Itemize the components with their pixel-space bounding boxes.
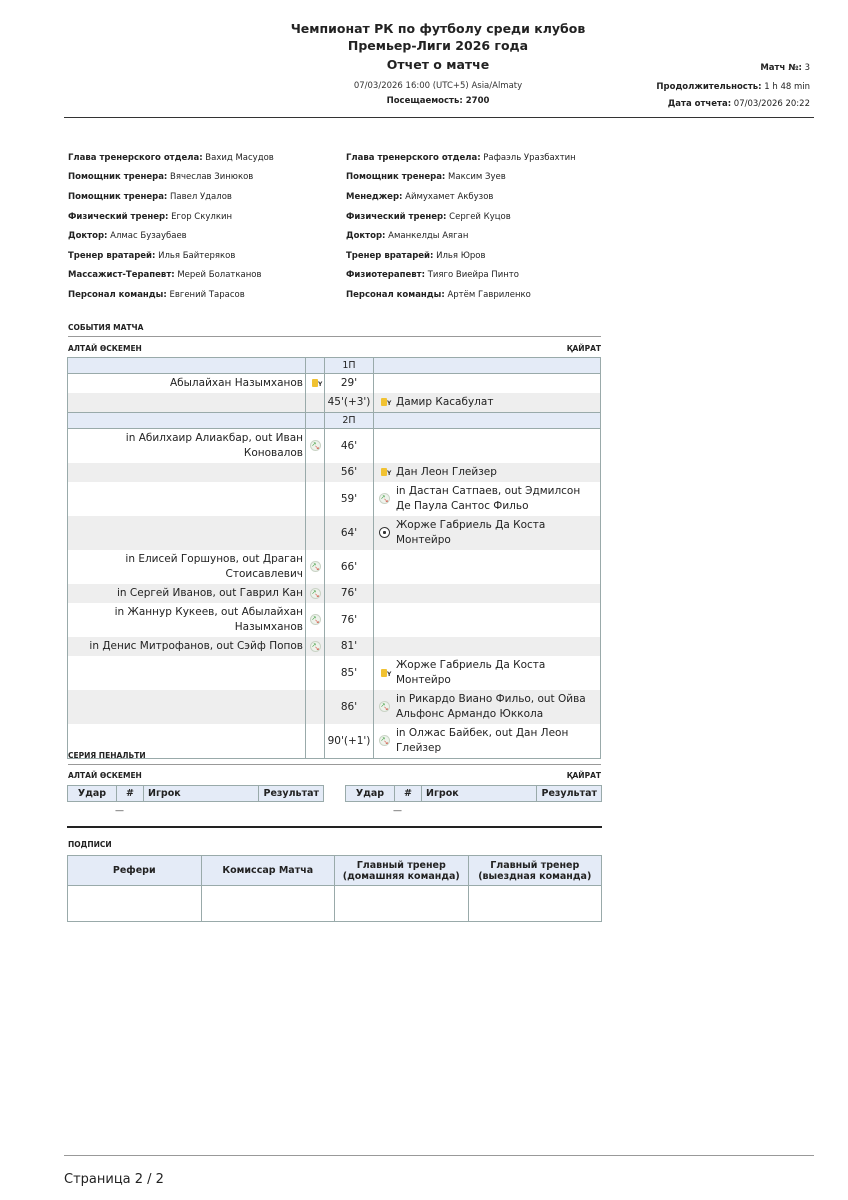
period-away-icon-cell: [374, 413, 395, 429]
event-away-text: Жорже Габриель Да Коста Монтейро: [394, 656, 601, 690]
event-away-text: [394, 550, 601, 584]
event-away-text: [394, 584, 601, 603]
duration-value: 1 h 48 min: [764, 82, 810, 92]
report-subtitle: Отчет о матче: [386, 57, 490, 72]
event-minute: 46': [325, 429, 374, 464]
staff-away-6: [346, 270, 519, 280]
staff-name: Павел Удалов: [170, 192, 232, 202]
event-row: [68, 724, 601, 759]
duration-label: Продолжительность:: [656, 82, 762, 92]
staff-away-4: [346, 231, 468, 241]
sig-referee-box: [68, 886, 202, 922]
staff-name: Вахид Масудов: [205, 153, 274, 163]
events-section-title: СОБЫТИЯ МАТЧА: [68, 323, 144, 332]
staff-role: Физиотерапевт:: [346, 270, 425, 280]
event-home-text: in Елисей Горшунов, out Драган Стоисавлевич: [68, 550, 306, 584]
event-row: [68, 463, 601, 482]
staff-home-5: [68, 251, 235, 261]
event-minute: 66': [325, 550, 374, 584]
event-row: [68, 516, 601, 550]
event-row: [68, 482, 601, 516]
event-row: [68, 584, 601, 603]
substitution-icon: ↗ ↘: [380, 494, 389, 504]
events-away-team: ҚАЙРАТ: [566, 344, 601, 353]
event-home-icon-cell: [306, 584, 325, 603]
staff-name: Егор Скулкин: [171, 212, 233, 222]
staff-role: Помощник тренера:: [68, 172, 168, 182]
event-away-text: [394, 374, 601, 394]
staff-role: Физический тренер:: [68, 212, 169, 222]
sig-commissioner-box: [201, 886, 335, 922]
event-home-icon-cell: [306, 482, 325, 516]
event-away-text: Жорже Габриель Да Коста Монтейро: [394, 516, 601, 550]
substitution-icon: ↗ ↘: [311, 441, 320, 451]
event-home-icon-cell: [306, 603, 325, 637]
staff-name: Евгений Тарасов: [169, 290, 245, 300]
event-away-text: [394, 637, 601, 656]
event-home-icon-cell: [306, 724, 325, 759]
report-date-label: Дата отчета:: [667, 99, 732, 109]
col-kick: Удар: [346, 786, 395, 802]
staff-name: Рафаэль Уразбахтин: [483, 153, 576, 163]
substitution-icon: ↗ ↘: [311, 641, 320, 652]
staff-role: Физический тренер:: [346, 212, 447, 222]
event-home-icon-cell: [306, 637, 325, 656]
sig-away-coach-line1: Главный тренер: [490, 859, 580, 871]
period-away-cell: [394, 413, 601, 429]
staff-home-4: [68, 231, 187, 241]
event-minute: 29': [325, 374, 374, 394]
staff-away-1: [346, 172, 506, 182]
event-away-text: [394, 603, 601, 637]
penalty-divider: [68, 764, 601, 765]
staff-away-3: [346, 212, 511, 222]
staff-home-1: [68, 172, 253, 182]
event-row: [68, 429, 601, 464]
event-home-text: [68, 656, 306, 690]
yellow-card-icon: Y: [312, 379, 318, 387]
event-minute: 59': [325, 482, 374, 516]
staff-role: Тренер вратарей:: [346, 251, 434, 261]
staff-role: Менеджер:: [346, 192, 403, 202]
event-home-text: [68, 516, 306, 550]
sig-away-coach-header: [468, 856, 602, 886]
page-number: Страница 2 / 2: [64, 1172, 164, 1187]
event-row: [68, 603, 601, 637]
staff-name: Сергей Куцов: [449, 212, 511, 222]
staff-away-0: [346, 153, 576, 163]
report-date-value: 07/03/2026 20:22: [733, 99, 810, 109]
sig-commissioner-header: Комиссар Матча: [201, 856, 335, 886]
event-away-icon-cell: [374, 374, 395, 394]
staff-role: Тренер вратарей:: [68, 251, 156, 261]
period-home-icon-cell: [306, 358, 325, 374]
event-home-text: [68, 393, 306, 413]
events-home-team: АЛТАЙ ӨСКЕМЕН: [68, 344, 142, 353]
event-home-icon-cell: [306, 656, 325, 690]
period-home-icon-cell: [306, 413, 325, 429]
staff-name: Илья Байтеряков: [158, 251, 236, 261]
events-divider: [68, 336, 601, 337]
event-home-text: in Сергей Иванов, out Гаврил Кан: [68, 584, 306, 603]
event-away-icon-cell: [374, 393, 395, 413]
signatures-table: [67, 855, 602, 922]
staff-role: Помощник тренера:: [346, 172, 446, 182]
match-number-value: 3: [804, 63, 810, 73]
col-kick: Удар: [68, 786, 117, 802]
staff-role: Помощник тренера:: [68, 192, 168, 202]
event-minute: 76': [325, 603, 374, 637]
event-away-text: in Олжас Байбек, out Дан Леон Глейзер: [394, 724, 601, 759]
substitution-icon: ↗ ↘: [380, 702, 389, 712]
substitution-icon: ↗ ↘: [311, 562, 320, 572]
substitution-icon: ↗ ↘: [311, 588, 320, 599]
event-away-icon-cell: [374, 656, 395, 690]
staff-name: Аймухамет Акбузов: [405, 192, 494, 202]
header-divider: [64, 117, 814, 118]
staff-role: Глава тренерского отдела:: [346, 153, 481, 163]
event-minute: 76': [325, 584, 374, 603]
sig-away-coach-line2: (выездная команда): [478, 870, 592, 882]
event-away-icon-cell: [374, 637, 395, 656]
yellow-card-icon: Y: [381, 669, 387, 677]
event-row: [68, 690, 601, 724]
staff-name: Аманкелды Аяган: [388, 231, 469, 241]
staff-name: Тияго Виейра Пинто: [427, 270, 519, 280]
staff-away-7: [346, 290, 531, 300]
penalty-away-team: ҚАЙРАТ: [566, 771, 601, 780]
penalty-away-empty: —: [393, 806, 402, 816]
event-home-icon-cell: [306, 374, 325, 394]
staff-role: Массажист-Терапевт:: [68, 270, 175, 280]
event-home-icon-cell: [306, 690, 325, 724]
event-away-text: Дан Леон Глейзер: [394, 463, 601, 482]
staff-name: Артём Гавриленко: [447, 290, 531, 300]
event-home-text: Абылайхан Назымханов: [68, 374, 306, 394]
match-events-table: [67, 357, 601, 759]
penalty-home-empty: —: [115, 806, 124, 816]
staff-away-2: [346, 192, 493, 202]
staff-away-5: [346, 251, 486, 261]
event-minute: 45'(+3'): [325, 393, 374, 413]
footer-divider: [64, 1155, 814, 1156]
col-result: Результат: [537, 786, 602, 802]
period-label: 2П: [325, 413, 374, 429]
penalty-bottom-divider: [67, 826, 602, 828]
event-home-text: [68, 690, 306, 724]
event-home-icon-cell: [306, 550, 325, 584]
event-away-icon-cell: [374, 724, 395, 759]
event-minute: 64': [325, 516, 374, 550]
staff-name: Вячеслав Зинюков: [170, 172, 254, 182]
event-home-icon-cell: [306, 463, 325, 482]
penalty-home-team: АЛТАЙ ӨСКЕМЕН: [68, 771, 142, 780]
sig-home-coach-header: [335, 856, 469, 886]
staff-home-6: [68, 270, 262, 280]
event-row: [68, 637, 601, 656]
report-date: [668, 99, 810, 109]
penalty-table-home: [67, 785, 324, 802]
staff-home-7: [68, 290, 245, 300]
penalty-table-away: [345, 785, 602, 802]
event-minute: 56': [325, 463, 374, 482]
event-home-text: in Денис Митрофанов, out Сэйф Попов: [68, 637, 306, 656]
attendance-value: 2700: [465, 96, 490, 106]
substitution-icon: ↗ ↘: [380, 736, 389, 746]
event-away-text: Дамир Касабулат: [394, 393, 601, 413]
event-away-icon-cell: [374, 463, 395, 482]
col-player: Игрок: [144, 786, 259, 802]
sig-home-coach-line1: Главный тренер: [356, 859, 446, 871]
sig-home-coach-box: [335, 886, 469, 922]
event-away-icon-cell: [374, 550, 395, 584]
sig-referee-header: Рефери: [68, 856, 202, 886]
staff-role: Глава тренерского отдела:: [68, 153, 203, 163]
sig-away-coach-box: [468, 886, 602, 922]
event-home-text: in Жаннур Кукеев, out Абылайхан Назымханов: [68, 603, 306, 637]
period-row: [68, 358, 601, 374]
event-away-icon-cell: [374, 603, 395, 637]
col-result: Результат: [259, 786, 324, 802]
period2-events: [68, 429, 601, 759]
match-number-label: Матч №:: [760, 63, 802, 73]
event-away-icon-cell: [374, 429, 395, 464]
period-label: 1П: [325, 358, 374, 374]
event-minute: 90'(+1'): [325, 724, 374, 759]
signatures-section-title: ПОДПИСИ: [68, 840, 112, 849]
col-number: #: [395, 786, 422, 802]
event-home-text: in Абилхаир Алиакбар, out Иван Коновалов: [68, 429, 306, 464]
staff-name: Илья Юров: [436, 251, 486, 261]
event-home-text: [68, 482, 306, 516]
attendance-label: Посещаемость:: [386, 96, 463, 106]
staff-role: Персонал команды:: [346, 290, 445, 300]
event-home-text: [68, 463, 306, 482]
event-away-icon-cell: [374, 482, 395, 516]
match-datetime: 07/03/2026 16:00 (UTC+5) Asia/Almaty: [353, 81, 523, 91]
staff-role: Персонал команды:: [68, 290, 167, 300]
event-home-icon-cell: [306, 429, 325, 464]
event-away-icon-cell: [374, 584, 395, 603]
event-row: [68, 374, 601, 394]
match-number: [760, 63, 810, 73]
event-home-icon-cell: [306, 516, 325, 550]
event-row: [68, 656, 601, 690]
staff-name: Алмас Бузаубаев: [110, 231, 187, 241]
event-minute: 81': [325, 637, 374, 656]
staff-name: Максим Зуев: [448, 172, 506, 182]
event-row: [68, 393, 601, 413]
report-title-line1: Чемпионат РК по футболу среди клубов: [290, 21, 586, 36]
staff-role: Доктор:: [346, 231, 386, 241]
event-row: [68, 550, 601, 584]
event-away-text: [394, 429, 601, 464]
period-away-cell: [394, 358, 601, 374]
period-away-icon-cell: [374, 358, 395, 374]
staff-home-3: [68, 212, 232, 222]
event-away-icon-cell: [374, 516, 395, 550]
sig-home-coach-line2: (домашняя команда): [342, 870, 460, 882]
col-number: #: [117, 786, 144, 802]
event-away-text: in Дастан Сатпаев, out Эдмилсон Де Паула Сантос Фильо: [394, 482, 601, 516]
event-away-text: in Рикардо Виано Фильо, out Ойва Альфонс Армандо Юккола: [394, 690, 601, 724]
event-away-icon-cell: [374, 690, 395, 724]
penalty-section-title: СЕРИЯ ПЕНАЛЬТИ: [68, 751, 146, 760]
period-home-cell: [68, 413, 306, 429]
staff-home-0: [68, 153, 274, 163]
event-minute: 85': [325, 656, 374, 690]
goal-ball-icon: [379, 527, 390, 538]
col-player: Игрок: [422, 786, 537, 802]
substitution-icon: ↗ ↘: [311, 615, 320, 625]
yellow-card-icon: Y: [381, 398, 387, 406]
period1-events: [68, 374, 601, 413]
event-home-icon-cell: [306, 393, 325, 413]
staff-home-2: [68, 192, 232, 202]
staff-role: Доктор:: [68, 231, 108, 241]
report-title-line2: Премьер-Лиги 2026 года: [347, 38, 529, 53]
staff-name: Мерей Болатканов: [177, 270, 262, 280]
event-minute: 86': [325, 690, 374, 724]
match-duration: [656, 82, 810, 92]
period-home-cell: [68, 358, 306, 374]
period-row: [68, 413, 601, 429]
yellow-card-icon: Y: [381, 468, 387, 476]
